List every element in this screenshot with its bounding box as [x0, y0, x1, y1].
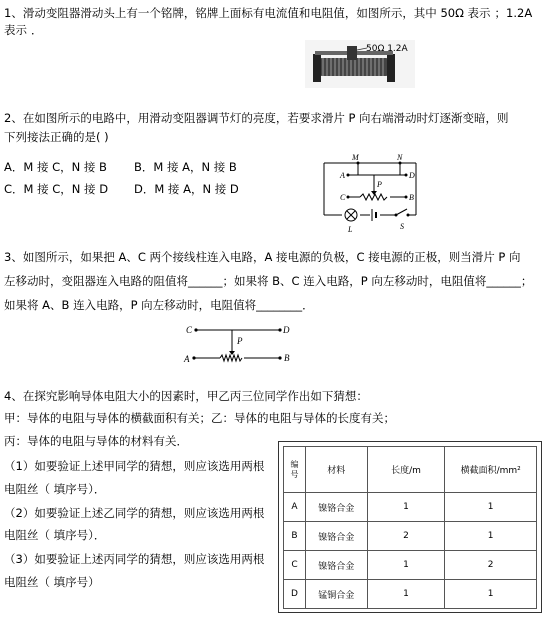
q4-sub3-line1: （3）如要验证上述丙同学的猜想，则应该选用两根	[4, 552, 265, 566]
cell-material: 镍铬合金	[305, 551, 367, 580]
table-row	[284, 551, 537, 580]
cell-length: 1	[367, 493, 445, 522]
q4-text-line1: 4、在探究影响导体电阻大小的因素时，甲乙丙三位同学作出如下猜想：	[4, 389, 368, 403]
header-length: 长度/m	[367, 447, 445, 493]
q4-resistor-table	[283, 446, 537, 609]
label-P: P	[377, 180, 382, 189]
label-N: N	[397, 153, 403, 162]
q3-label-P: P	[237, 336, 243, 346]
table-row	[284, 493, 537, 522]
label-D: D	[409, 171, 415, 180]
q4-sub1-line1: （1）如要验证上述甲同学的猜想，则应该选用两根	[4, 459, 265, 473]
q1-text: 1、滑动变阻器滑动头上有一个铭牌，铭牌上面标有电流值和电阻值，如图所示，其中 50Ω 表示	[4, 6, 491, 20]
q2-circuit-diagram	[318, 153, 422, 235]
q3-label-A: A	[184, 354, 190, 364]
cell-material: 镍铬合金	[305, 493, 367, 522]
q4-sub2-line2: 电阻丝（ 填序号）．	[4, 528, 106, 542]
q4-text-line3: 丙：导体的电阻与导体的材料有关．	[4, 434, 188, 448]
label-B: B	[409, 193, 414, 202]
q1-text-2-end: ．	[31, 23, 43, 37]
q2-option-a: A．M 接 C，N 接 B	[4, 160, 107, 174]
cell-area: 1	[445, 580, 537, 609]
cell-material: 镍铬合金	[305, 522, 367, 551]
cell-length: 2	[367, 522, 445, 551]
table-row	[284, 522, 537, 551]
q1-text-2: 表示	[4, 23, 27, 37]
label-L: L	[348, 225, 353, 234]
header-id: 编号	[284, 447, 306, 493]
q3-text-line2: 左移动时，变阻器连入电路的阻值将______；如果将 B、C 连入电路，P 向左移动时，电阻值将______；	[4, 274, 533, 288]
q3-text-line3: 如果将 A、B 连入电路，P 向左移动时，电阻值将________．	[4, 298, 314, 312]
label-S: S	[400, 222, 404, 231]
label-M: M	[352, 153, 359, 162]
q2-option-d: D．M 接 A，N 接 D	[134, 182, 239, 196]
q3-rheostat-diagram	[180, 320, 300, 366]
cell-length: 1	[367, 580, 445, 609]
cell-area: 2	[445, 551, 537, 580]
cell-id: B	[284, 522, 306, 551]
q3-label-B: B	[284, 353, 290, 363]
q1-text-current: ；1.2A	[494, 6, 533, 20]
cell-area: 1	[445, 493, 537, 522]
q3-label-C: C	[186, 325, 193, 335]
cell-id: D	[284, 580, 306, 609]
cell-length: 1	[367, 551, 445, 580]
header-area: 横截面积/mm²	[445, 447, 537, 493]
q1-text-line1	[4, 6, 532, 20]
q3-label-D: D	[283, 325, 290, 335]
q1-text-line2	[4, 23, 43, 37]
q4-text-line2: 甲：导体的电阻与导体的横截面积有关；乙：导体的电阻与导体的长度有关；	[4, 411, 395, 425]
q4-sub2-line1: （2）如要验证上述乙同学的猜想，则应该选用两根	[4, 506, 265, 520]
q2-option-b: B．M 接 A，N 接 B	[134, 160, 237, 174]
rheostat-plate-label: 50Ω 1.2A	[366, 44, 408, 54]
table-header-row	[284, 447, 537, 493]
label-C: C	[340, 193, 346, 202]
q3-text-line1: 3、如图所示，如果把 A、C 两个接线柱连入电路，A 接电源的负极，C 接电源的正极，则当滑片 P 向	[4, 250, 521, 264]
q4-sub3-line2: 电阻丝（ 填序号）	[4, 575, 100, 589]
cell-id: A	[284, 493, 306, 522]
q2-text-line1: 2、在如图所示的电路中，用滑动变阻器调节灯的亮度，若要求滑片 P 向右端滑动时灯逐渐变暗，则	[4, 111, 509, 125]
label-A: A	[340, 171, 345, 180]
cell-id: C	[284, 551, 306, 580]
q2-text-line2: 下列接法正确的是( )	[4, 130, 109, 144]
q2-option-c: C．M 接 C，N 接 D	[4, 182, 109, 196]
cell-area: 1	[445, 522, 537, 551]
q4-sub1-line2: 电阻丝（ 填序号）．	[4, 482, 106, 496]
table-row	[284, 580, 537, 609]
header-material: 材料	[305, 447, 367, 493]
cell-material: 锰铜合金	[305, 580, 367, 609]
